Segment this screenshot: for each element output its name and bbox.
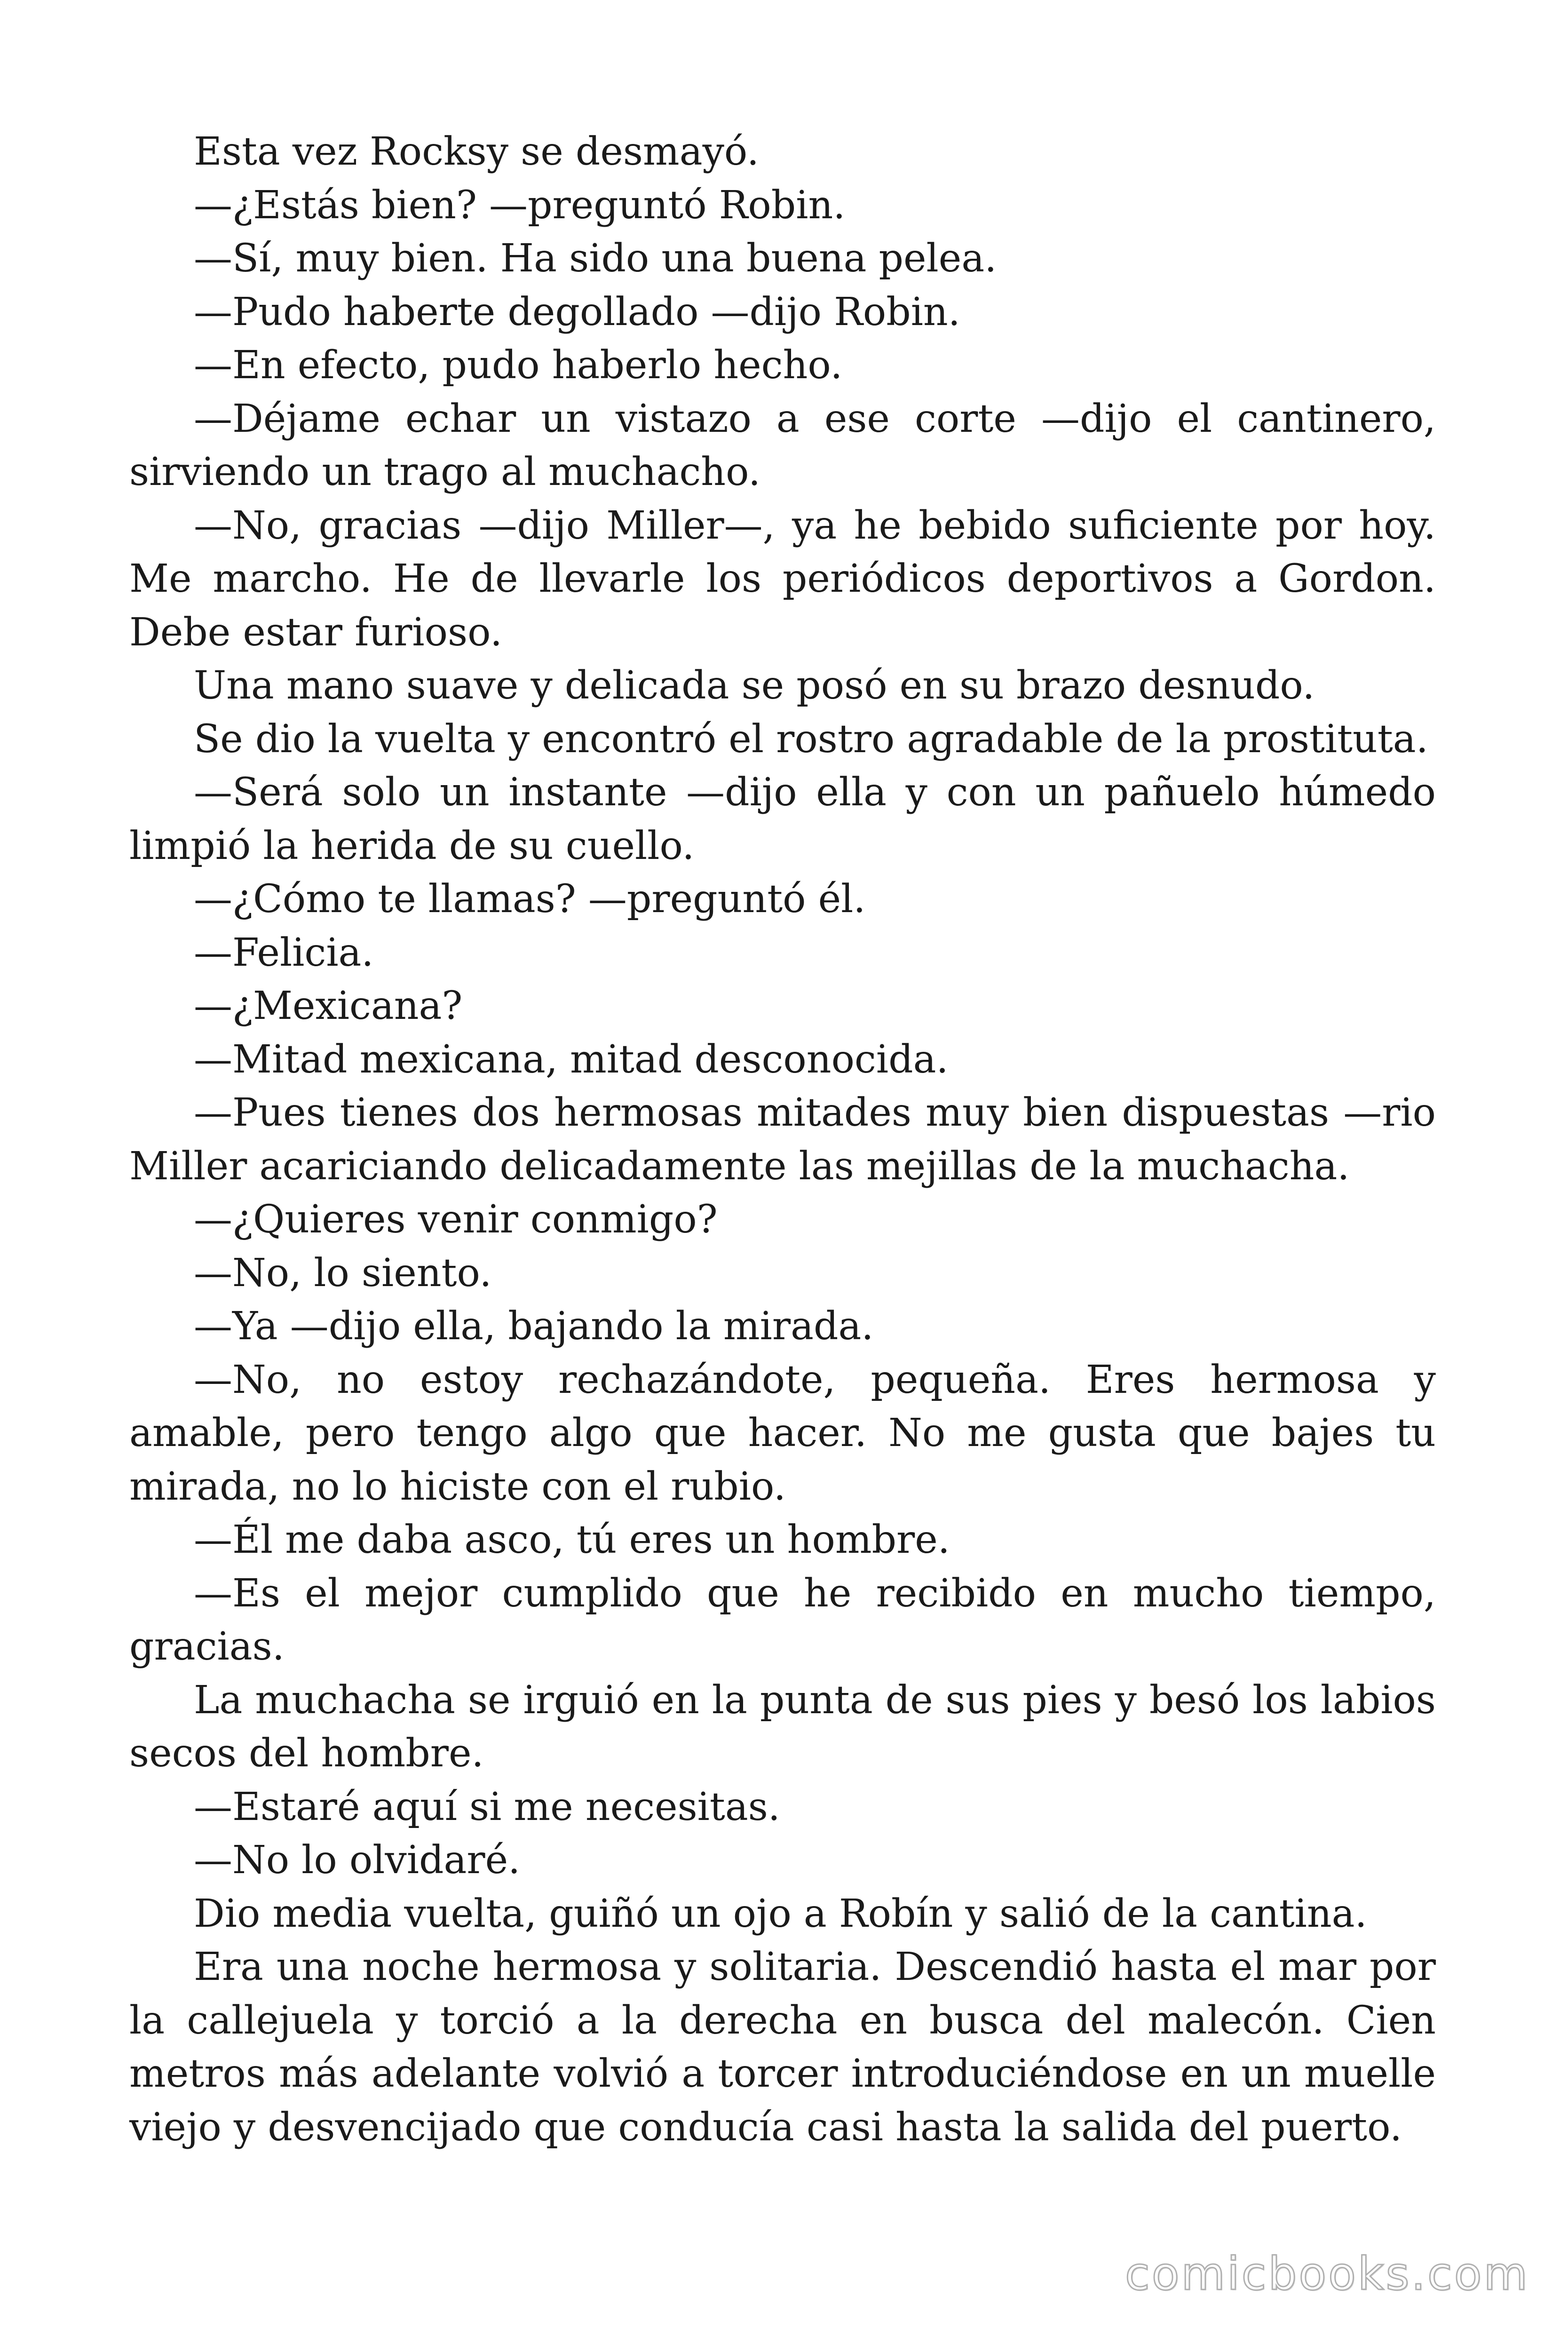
paragraph: —¿Quieres venir conmigo? — [194, 1197, 718, 1242]
paragraph: —No lo olvidaré. — [194, 1838, 521, 1883]
paragraph: —¿Mexicana? — [194, 984, 463, 1028]
paragraph: —No, no estoy rechazándote, pequeña. Eres hermosa y amable, pero tengo algo que hacer. No me gusta que bajes tu mirada, no lo hiciste con el rubio. — [129, 1357, 1436, 1509]
paragraph: —No, lo siento. — [194, 1250, 492, 1295]
paragraph: —¿Estás bien? —preguntó Robin. — [194, 183, 846, 228]
paragraph: —Pues tienes dos hermosas mitades muy bien dispuestas —rio Miller acariciando delicadamente las mejillas de la muchacha. — [129, 1090, 1436, 1189]
body-text — [129, 125, 1436, 2154]
paragraph: —Ya —dijo ella, bajando la mirada. — [194, 1304, 874, 1349]
paragraph: —Felicia. — [194, 930, 374, 975]
paragraph: —¿Cómo te llamas? —preguntó él. — [194, 877, 866, 922]
paragraph: —Mitad mexicana, mitad desconocida. — [194, 1037, 949, 1082]
paragraph: —Déjame echar un vistazo a ese corte —dijo el cantinero, sirviendo un trago al muchacho. — [129, 396, 1436, 494]
paragraph: —Pudo haberte degollado —dijo Robin. — [194, 289, 960, 334]
site-watermark: comicbooks.com — [1125, 2248, 1529, 2300]
paragraph: —Él me daba asco, tú eres un hombre. — [194, 1518, 950, 1562]
paragraph: La muchacha se irguió en la punta de sus pies y besó los labios secos del hombre. — [129, 1677, 1436, 1776]
paragraph: —En efecto, pudo haberlo hecho. — [194, 343, 843, 388]
paragraph: —No, gracias —dijo Miller—, ya he bebido suficiente por hoy. Me marcho. He de llevarle los periódicos deportivos a Gordon. Debe estar furioso. — [129, 503, 1436, 655]
paragraph: —Es el mejor cumplido que he recibido en mucho tiempo, gracias. — [129, 1571, 1436, 1669]
paragraph: —Sí, muy bien. Ha sido una buena pelea. — [194, 236, 997, 281]
paragraph: —Estaré aquí si me necesitas. — [194, 1784, 780, 1829]
paragraph: Una mano suave y delicada se posó en su brazo desnudo. — [194, 663, 1315, 708]
paragraph: —Será solo un instante —dijo ella y con un pañuelo húmedo limpió la herida de su cuello. — [129, 770, 1436, 868]
paragraph: Esta vez Rocksy se desmayó. — [194, 129, 759, 174]
paragraph: Dio media vuelta, guiñó un ojo a Robín y salió de la cantina. — [194, 1891, 1367, 1936]
paragraph: Era una noche hermosa y solitaria. Descendió hasta el mar por la callejuela y torció a la derecha en busca del malecón. Cien metros más adelante volvió a torcer introduciéndose en un muelle viejo y desvencijado que conducía casi hasta la salida del puerto. — [129, 1945, 1436, 2150]
paragraph: Se dio la vuelta y encontró el rostro agradable de la prostituta. — [194, 716, 1428, 762]
